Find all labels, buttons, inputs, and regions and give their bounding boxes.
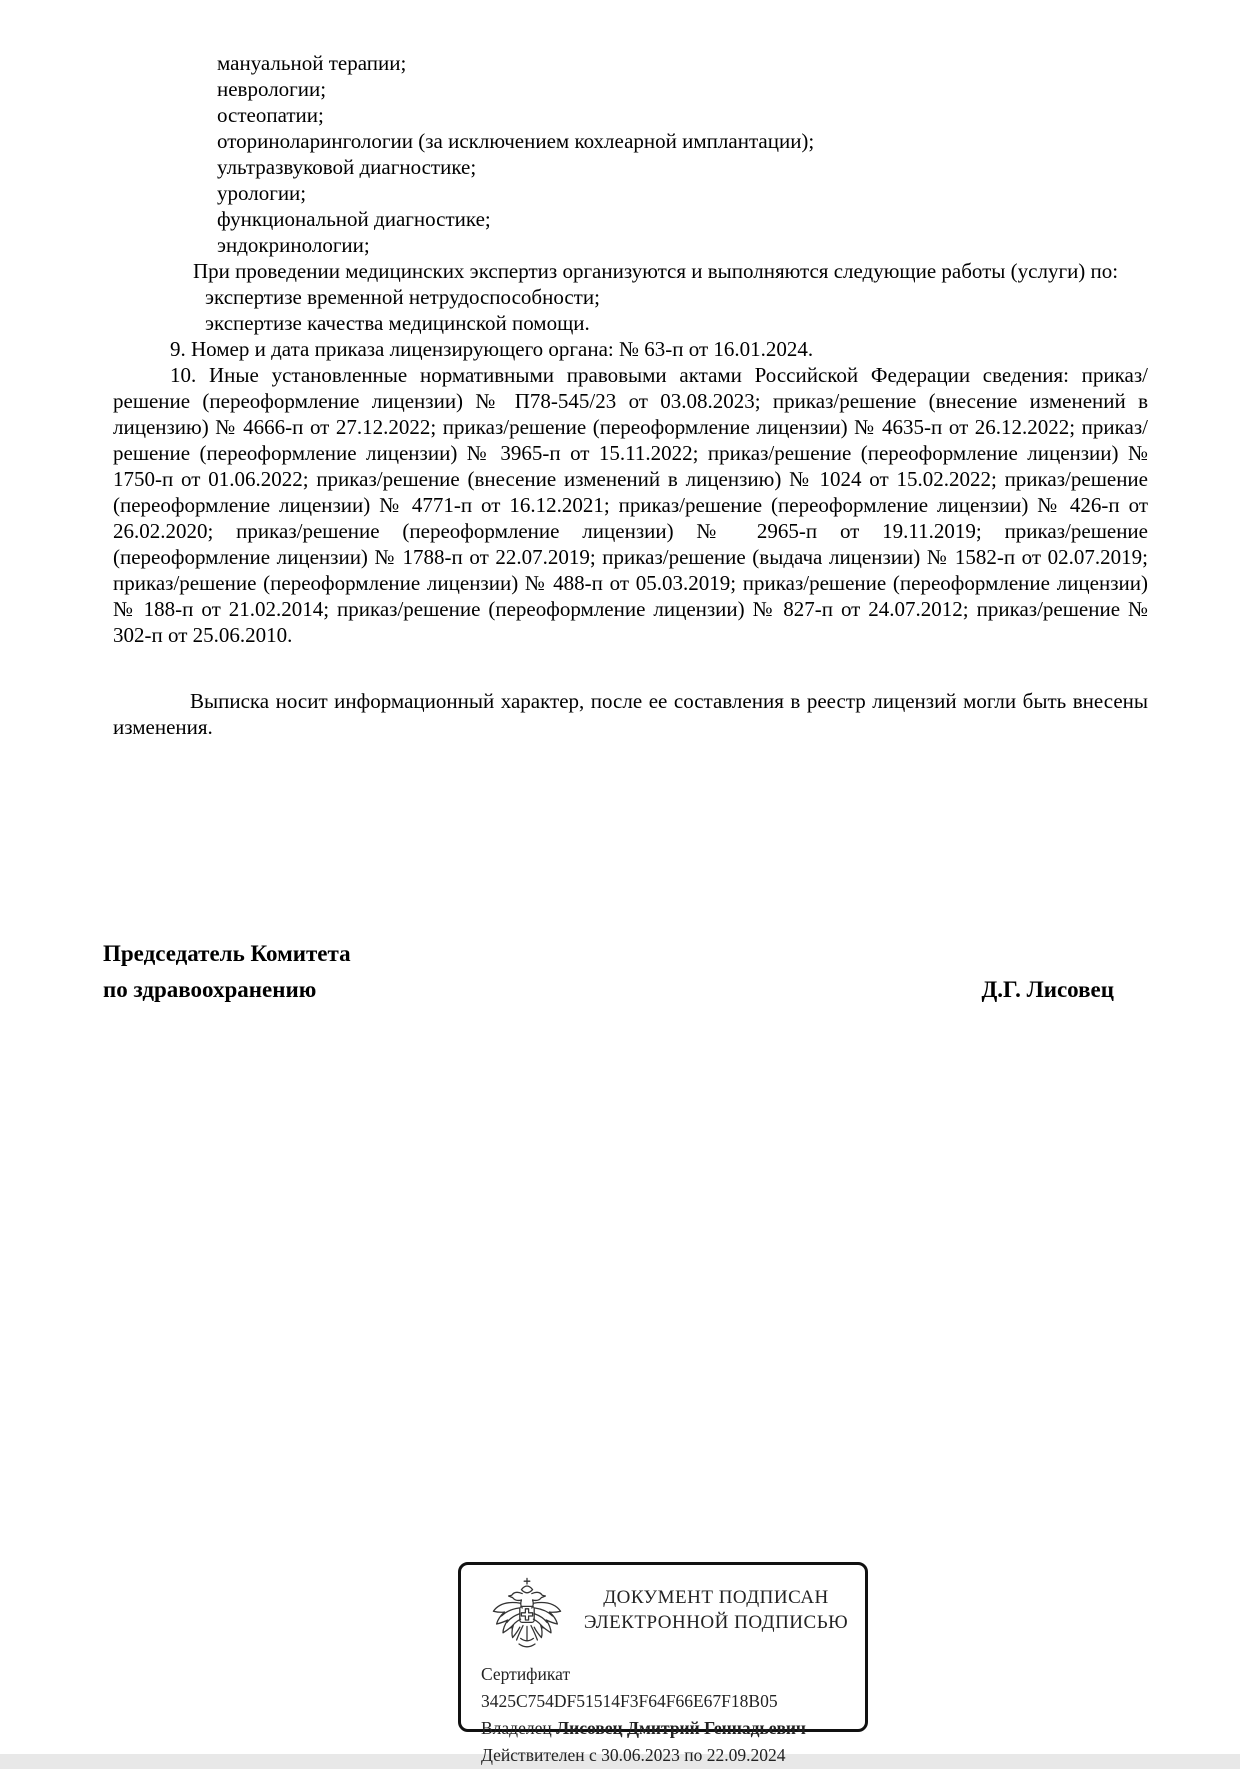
owner-label: Владелец xyxy=(481,1718,557,1738)
signer-position-line1: Председатель Комитета xyxy=(103,941,351,966)
validity-line: Действителен с 30.06.2023 по 22.09.2024 xyxy=(481,1745,786,1765)
specialty-item: оториноларингологии (за исключением кохлеарной имплантации); xyxy=(217,129,815,153)
specialty-item: неврологии; xyxy=(217,77,327,101)
specialty-item: функциональной диагностике; xyxy=(217,207,491,231)
specialty-item: остеопатии; xyxy=(217,103,324,127)
expertise-item: экспертизе временной нетрудоспособности; xyxy=(205,285,600,309)
stamp-title-line1: ДОКУМЕНТ ПОДПИСАН xyxy=(603,1587,829,1608)
stamp-header xyxy=(461,1565,865,1657)
electronic-signature-stamp xyxy=(458,1562,868,1765)
certificate-value: 3425C754DF51514F3F64F66E67F18B05 xyxy=(481,1691,778,1711)
signature-block xyxy=(103,936,1148,1008)
stamp-title xyxy=(567,1585,865,1635)
document-body xyxy=(113,50,1148,740)
stamp-details xyxy=(481,1661,865,1769)
double-headed-eagle-icon xyxy=(487,1575,567,1657)
expertise-item: экспертизе качества медицинской помощи. xyxy=(205,311,590,335)
signer-position xyxy=(103,936,351,1008)
specialty-item: мануальной терапии; xyxy=(217,51,407,75)
stamp-title-line2: ЭЛЕКТРОННОЙ ПОДПИСЬЮ xyxy=(583,1612,849,1633)
specialty-item: ультразвуковой диагностике; xyxy=(217,155,477,179)
signer-position-line2: по здравоохранению xyxy=(103,977,317,1002)
specialty-item: урологии; xyxy=(217,181,307,205)
signer-name: Д.Г. Лисовец xyxy=(981,977,1114,1002)
specialty-item: эндокринологии; xyxy=(217,233,370,257)
item-9-line: 9. Номер и дата приказа лицензирующего органа: № 63-п от 16.01.2024. xyxy=(170,337,814,361)
expertise-intro-paragraph: При проведении медицинских экспертиз организуются и выполняются следующие работы (услуги) по: xyxy=(193,259,1119,283)
certificate-line xyxy=(481,1661,865,1715)
item-10-paragraph: 10. Иные установленные нормативными правовыми актами Российской Федерации сведения: приказ/решение (переоформление лицензии) № П78-545/23 от 03.08.2023; приказ/решение (внесение изменений в лицензию) № 4666-п от 27.12.2022; приказ/решение (переоформление лицензии) № 4635-п от 26.12.2022; приказ/решение (переоформление лицензии) № 3965-п от 15.11.2022; приказ/решение (переоформление лицензии) № 1750-п от 01.06.2022; приказ/решение (внесение изменений в лицензию) № 1024 от 15.02.2022; приказ/решение (переоформление лицензии) № 4771-п от 16.12.2021; приказ/решение (переоформление лицензии) № 426-п от 26.02.2020; приказ/решение (переоформление лицензии) № 2965-п от 19.11.2019; приказ/решение (переоформление лицензии) № 1788-п от 22.07.2019; приказ/решение (выдача лицензии) № 1582-п от 02.07.2019; приказ/решение (переоформление лицензии) № 488-п от 05.03.2019; приказ/решение (переоформление лицензии) № 188-п от 21.02.2014; приказ/решение (переоформление лицензии) № 827-п от 24.07.2012; приказ/решение № 302-п от 25.06.2010. xyxy=(113,363,1148,647)
certificate-label: Сертификат xyxy=(481,1664,571,1684)
owner-line xyxy=(481,1715,865,1742)
informational-note-paragraph: Выписка носит информационный характер, после ее составления в реестр лицензий могли быть внесены изменения. xyxy=(113,689,1148,739)
owner-name: Лисовец Дмитрий Геннадьевич xyxy=(556,1718,806,1738)
